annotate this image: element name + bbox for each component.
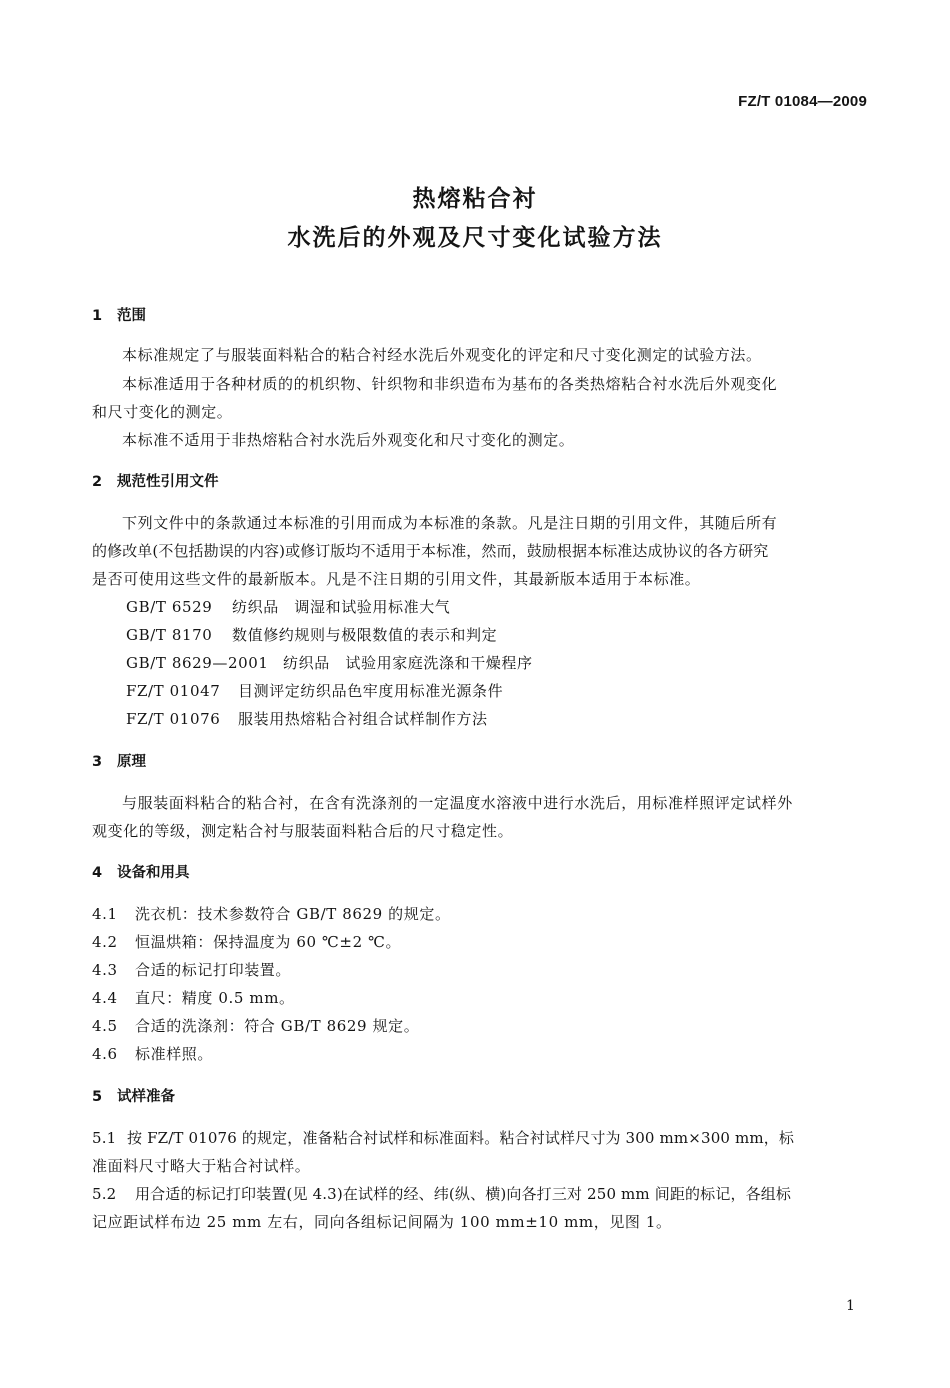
document-title-line2: 水洗后的外观及尺寸变化试验方法: [287, 225, 663, 251]
clause-text: 合适的洗涤剂：符合 GB/T 8629 规定。: [135, 1017, 420, 1035]
clause-number: 4.5: [92, 1017, 118, 1035]
reference-item: [126, 652, 533, 673]
section-number: 2: [92, 474, 103, 490]
clause-item: [92, 931, 401, 952]
clause-number: 4.3: [92, 961, 118, 979]
section-4-heading: [92, 861, 190, 882]
clause-text: 按 FZ/T 01076 的规定，准备粘合衬试样和标准面料。粘合衬试样尺寸为 300 mm×300 mm，标: [127, 1129, 795, 1147]
clause-item: [92, 1183, 791, 1204]
reference-item: [126, 624, 497, 645]
section-3-heading: [92, 750, 146, 771]
clause-item: [92, 1015, 419, 1036]
clause-number: 4.4: [92, 989, 118, 1007]
clause-number: 5.2: [92, 1185, 117, 1203]
document-title-line1: 热熔粘合衬: [412, 186, 538, 212]
paragraph: 本标准适用于各种材质的的机织物、针织物和非织造布为基布的各类热熔粘合衬水洗后外观变化: [122, 375, 778, 393]
reference-code: FZ/T 01047: [126, 682, 221, 700]
clause-text: 用合适的标记打印装置(见 4.3)在试样的经、纬(纵、横)向各打三对 250 mm 间距的标记，各组标: [135, 1185, 792, 1203]
clause-item: [92, 987, 295, 1008]
section-number: 1: [92, 308, 103, 324]
section-number: 4: [92, 865, 103, 881]
reference-title: 数值修约规则与极限数值的表示和判定: [232, 626, 498, 644]
clause-item: [92, 959, 291, 980]
section-title: 设备和用具: [117, 865, 190, 881]
page-number: 1: [846, 1298, 855, 1314]
clause-text: 洗衣机：技术参数符合 GB/T 8629 的规定。: [135, 905, 451, 923]
section-title: 规范性引用文件: [117, 474, 219, 490]
section-title: 试样准备: [117, 1089, 175, 1105]
paragraph-continuation: 是否可使用这些文件的最新版本。凡是不注日期的引用文件，其最新版本适用于本标准。: [92, 570, 701, 588]
paragraph: 本标准不适用于非热熔粘合衬水洗后外观变化和尺寸变化的测定。: [122, 431, 575, 449]
reference-code: GB/T 6529: [126, 598, 213, 616]
reference-title: 目测评定纺织品色牢度用标准光源条件: [238, 682, 504, 700]
reference-item: [126, 708, 488, 729]
reference-code: GB/T 8170: [126, 626, 213, 644]
clause-item: [92, 1127, 794, 1148]
clause-continuation: 准面料尺寸略大于粘合衬试样。: [92, 1157, 311, 1175]
clause-number: 4.6: [92, 1045, 118, 1063]
standard-code: FZ/T 01084—2009: [738, 93, 867, 110]
reference-code: GB/T 8629—2001: [126, 654, 269, 672]
paragraph: 与服装面料粘合的粘合衬，在含有洗涤剂的一定温度水溶液中进行水洗后，用标准样照评定试样外: [122, 794, 793, 812]
reference-title: 纺织品 试验用家庭洗涤和干燥程序: [283, 654, 533, 672]
clause-text: 直尺：精度 0.5 mm。: [135, 989, 295, 1007]
paragraph-continuation: 的修改单(不包括勘误的内容)或修订版均不适用于本标准，然而，鼓励根据本标准达成协议的各方研究: [92, 542, 769, 560]
section-title: 范围: [117, 308, 146, 324]
section-title: 原理: [117, 754, 146, 770]
paragraph-continuation: 和尺寸变化的测定。: [92, 403, 233, 421]
clause-item: [92, 903, 451, 924]
reference-code: FZ/T 01076: [126, 710, 221, 728]
clause-number: 4.2: [92, 933, 118, 951]
clause-item: [92, 1043, 213, 1064]
paragraph-continuation: 观变化的等级，测定粘合衬与服装面料粘合后的尺寸稳定性。: [92, 822, 514, 840]
clause-number: 5.1: [92, 1129, 117, 1147]
paragraph: 下列文件中的条款通过本标准的引用而成为本标准的条款。凡是注日期的引用文件，其随后所有: [122, 514, 778, 532]
paragraph: 本标准规定了与服装面料粘合的粘合衬经水洗后外观变化的评定和尺寸变化测定的试验方法。: [122, 346, 762, 364]
section-2-heading: [92, 470, 219, 491]
clause-continuation: 记应距试样布边 25 mm 左右，同向各组标记间隔为 100 mm±10 mm，见图 1。: [92, 1213, 672, 1231]
clause-text: 合适的标记打印装置。: [135, 961, 292, 979]
section-1-heading: [92, 304, 146, 325]
reference-item: [126, 596, 450, 617]
clause-number: 4.1: [92, 905, 118, 923]
clause-text: 标准样照。: [135, 1045, 214, 1063]
section-number: 5: [92, 1089, 103, 1105]
reference-item: [126, 680, 503, 701]
reference-title: 纺织品 调湿和试验用标准大气: [232, 598, 451, 616]
reference-title: 服装用热熔粘合衬组合试样制作方法: [238, 710, 488, 728]
section-5-heading: [92, 1085, 175, 1106]
section-number: 3: [92, 754, 103, 770]
clause-text: 恒温烘箱：保持温度为 60 ℃±2 ℃。: [135, 933, 402, 951]
